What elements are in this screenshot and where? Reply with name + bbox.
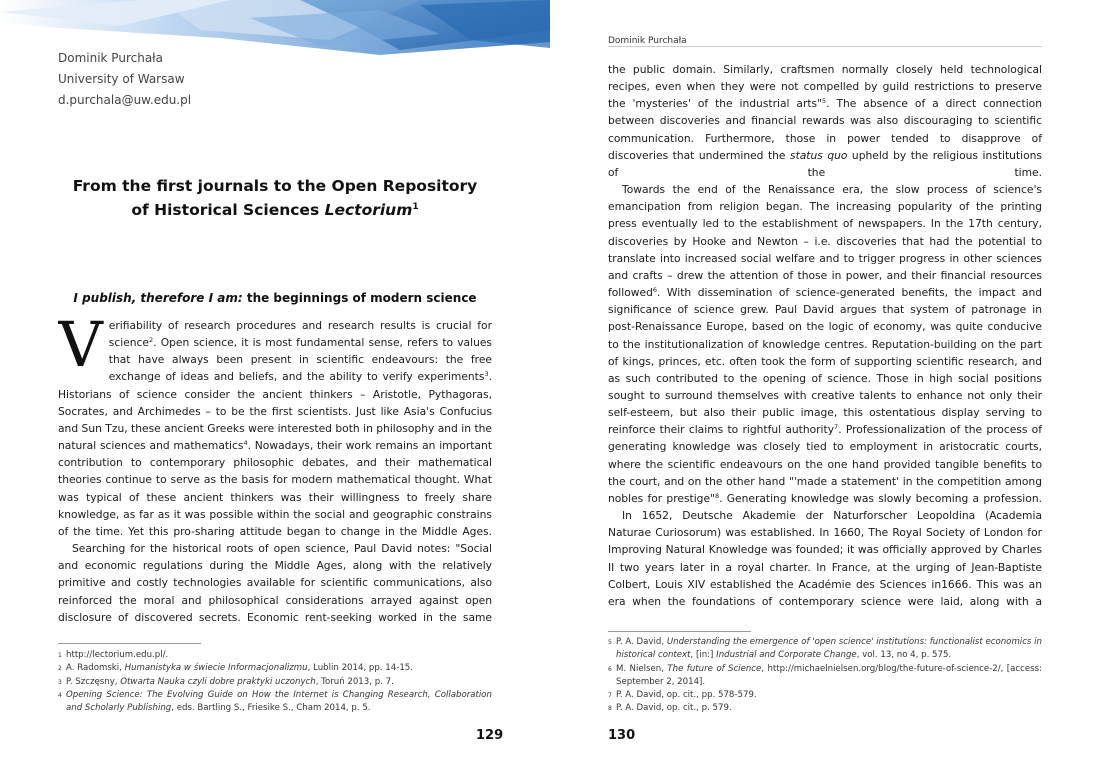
drop-cap: V bbox=[58, 317, 103, 381]
text-run: . Nowadays, their work remains an important contribution to contemporary philosophic debates, and their mathematical theories continue to serve as the basis for modern mathematical thought. What was typical of these ancient thinkers was their willingness to freely share knowledge, as far as it was possible within the social and geographic constrains of the time. Yet this pro-sharing attitude began to change in the Middle Ages. bbox=[58, 439, 492, 538]
footnote-ref[interactable]: 8 bbox=[714, 491, 720, 500]
footnote-text-part: , [in:] bbox=[690, 650, 717, 661]
footnote-text-part: P. A. David, bbox=[616, 637, 667, 647]
right-body-text bbox=[608, 61, 1042, 613]
running-head-rule bbox=[608, 46, 1042, 47]
footnote-number: 2 bbox=[58, 665, 62, 673]
footnote bbox=[58, 676, 492, 689]
footnote bbox=[608, 663, 1042, 690]
footnote-text: P. A. David, op. cit., pp. 578-579. bbox=[616, 690, 757, 701]
text-run: . The absence of a direct connection between discoveries and financial rewards was also discouraging to scientific communication. Furthermore, those in power tended to disapprove of discoveries that undermined the bbox=[608, 97, 1042, 162]
footnote-text-part: A. Radomski, bbox=[66, 663, 125, 674]
paragraph: Searching for the historical roots of open science, Paul David notes: "Social and economic regulations during the Middle Ages, along with the relatively primitive and costly technologies available for scientific communications, also reinforced the moral and philosophical considerations arrayed against open disclosure of discovered secrets. Economic rent-seeking worked in the same bbox=[58, 542, 492, 624]
text-run: . Generating knowledge was slowly becoming a profession. bbox=[719, 491, 1042, 505]
footnote-title: Opening Science: The Evolving Guide on How the Internet is Changing Research, Collaboration and Scholarly Publishing bbox=[66, 689, 492, 714]
footnote-number: 8 bbox=[608, 705, 612, 713]
footnote bbox=[58, 689, 492, 716]
text-run: Towards the end of the Renaissance era, the slow process of science's emancipation from religion began. The increasing popularity of the printing press eventually led to the establishment of newspapers. In the 17th century, discoveries by Hooke and Newton – i.e. discoveries that had the potential to translate into increased social welfare and to trigger progress in other sciences and crafts – drew the attention of those in power, and their financial resources followed bbox=[608, 183, 1042, 300]
footnote-title: The future of Science bbox=[667, 663, 762, 674]
left-body-text bbox=[58, 317, 492, 627]
footnote-text-part: , eds. Bartling S., Friesike S., Cham 2014, p. 5. bbox=[171, 703, 371, 714]
author-affiliation: University of Warsaw bbox=[58, 72, 185, 86]
footnote-ref[interactable]: 7 bbox=[834, 423, 839, 432]
footnote-number: 5 bbox=[608, 639, 612, 646]
page-number: 130 bbox=[608, 728, 636, 743]
footnote bbox=[608, 702, 1042, 715]
footnote-text-part: M. Nielsen, bbox=[616, 663, 668, 674]
footnote-ref[interactable]: 5 bbox=[822, 97, 827, 106]
footnote-divider bbox=[58, 643, 201, 644]
text-run: upheld by the religious institutions of the time. bbox=[608, 148, 1042, 179]
title-line-2 bbox=[58, 198, 492, 222]
footnote-text-part: , Lublin 2014, pp. 14-15. bbox=[307, 663, 413, 674]
footnote-number: 4 bbox=[58, 691, 62, 699]
paragraph: In 1652, Deutsche Akademie der Naturforscher Leopoldina (Academia Naturae Curiosorum) was established. In 1660, The Royal Society of London for Improving Natural Knowledge was founded; it was officially approved by Charles II two years later in a royal charter. In France, at the urging of Jean-Baptiste Colbert, Louis XIV established the Académie des Sciences in1666. This was an era when the foundations of contemporary science were laid, along with a bbox=[608, 509, 1042, 608]
footnote-text bbox=[616, 636, 1042, 663]
paragraph bbox=[58, 317, 492, 540]
title-italic: Lectorium bbox=[324, 201, 413, 219]
footnote-number: 6 bbox=[608, 665, 612, 673]
right-footnotes bbox=[608, 636, 1042, 716]
footnote-title: Understanding the emergence of 'open science' institutions: functionalist economics in historical context bbox=[616, 637, 1042, 661]
section-heading-rest: the beginnings of modern science bbox=[242, 291, 477, 305]
footnote-number: 7 bbox=[608, 692, 612, 700]
paragraph bbox=[608, 181, 1042, 507]
text-run: . With dissemination of science-generated benefits, the impact and significance of science grew. Paul David argues that system of patronage in post-Renaissance Europe, based on the logic of economy, was quite conducive to the institutionalization of knowledge centres. Reputation-building on the part of kings, princes, etc. often took the form of supporting scientific research, and as such contributed to the opening of science. Those in high social positions sought to surround themselves with creative talents to enhance not only their self-esteem, but also their public image, this ostentatious display serving to reinforce their claims to rightful authority bbox=[608, 286, 1042, 437]
footnote-number: 3 bbox=[58, 678, 62, 686]
title-line-2-text: of Historical Sciences bbox=[131, 201, 325, 219]
footnote-text-part: , Toruń 2013, p. 7. bbox=[315, 676, 394, 687]
author-email[interactable]: d.purchala@uw.edu.pl bbox=[58, 93, 192, 107]
footnote-title: Otwarta Nauka czyli dobre praktyki uczonych bbox=[120, 676, 316, 687]
footnote bbox=[58, 662, 492, 675]
paragraph bbox=[608, 61, 1042, 181]
footnote-title: Industrial and Corporate Change bbox=[716, 650, 857, 661]
text-run: . Open science, it is most fundamental sense, refers to values that have always been present in scientific endeavours: the free exchange of ideas and beliefs, and the ability to verify experiments bbox=[108, 336, 492, 384]
footnote-ref[interactable]: 2 bbox=[149, 336, 154, 345]
text-run: erifiability of research procedures and research results is crucial for science bbox=[108, 319, 492, 350]
footnote-text: P. A. David, op. cit., p. 579. bbox=[616, 703, 732, 714]
text-run: the public domain. Similarly, craftsmen normally closely held technological recipes, even when they were not compelled by guild restrictions to preserve the 'mysteries' of the industrial arts" bbox=[608, 63, 1042, 111]
section-heading bbox=[58, 291, 492, 305]
page-number: 129 bbox=[476, 728, 504, 743]
italic-term: status quo bbox=[790, 148, 848, 162]
footnote bbox=[608, 689, 1042, 702]
footnote-text bbox=[66, 662, 492, 675]
footnote-text bbox=[616, 663, 1042, 690]
left-footnotes bbox=[58, 649, 492, 715]
right-page bbox=[550, 0, 1100, 778]
footnote-link[interactable]: http://lectorium.edu.pl/. bbox=[66, 650, 169, 660]
text-run: . Historians of science consider the ancient thinkers – Aristotle, Pythagoras, Socrates, and Archimedes – to be the first scientists. Just like Asia's Confucius and Sun Tzu, these ancient Greeks were interested both in philosophy and in the natural sciences and mathematics bbox=[58, 370, 492, 453]
title-footnote-ref[interactable]: 1 bbox=[412, 202, 419, 212]
author-block bbox=[58, 48, 191, 111]
article-title bbox=[58, 174, 492, 222]
footnote-ref[interactable]: 3 bbox=[484, 370, 489, 379]
footnote-ref[interactable]: 6 bbox=[652, 286, 658, 295]
section-heading-italic: I publish, therefore I am: bbox=[73, 291, 243, 305]
running-head: Dominik Purchała bbox=[608, 36, 687, 46]
footnote-text bbox=[66, 676, 492, 689]
footnote-text-part: , vol. 13, no 4, p. 575. bbox=[856, 650, 952, 661]
footnote-ref[interactable]: 4 bbox=[243, 439, 248, 448]
footnote-text bbox=[66, 689, 492, 716]
author-name: Dominik Purchała bbox=[58, 51, 163, 65]
footnote-text-part: P. Szczęsny, bbox=[66, 676, 121, 687]
footnote bbox=[608, 636, 1042, 663]
footnote-divider bbox=[608, 631, 751, 632]
footnote-number: 1 bbox=[58, 652, 62, 659]
footnote-text-part[interactable]: , http://michaelnielsen.org/blog/the-future-of-science-2/, [access: September 2, 2014]. bbox=[616, 663, 1043, 687]
title-line-1: From the first journals to the Open Repository bbox=[72, 177, 478, 195]
footnote bbox=[58, 649, 492, 662]
footnote-title: Humanistyka w świecie Informacjonalizmu bbox=[124, 663, 308, 674]
text-run: . Professionalization of the process of generating knowledge was closely tied to employment in aristocratic courts, where the scientific endeavours on the one hand provided tangible benefits to the court, and on the other hand "'made a statement' in the competition among nobles for prestige" bbox=[608, 423, 1042, 505]
